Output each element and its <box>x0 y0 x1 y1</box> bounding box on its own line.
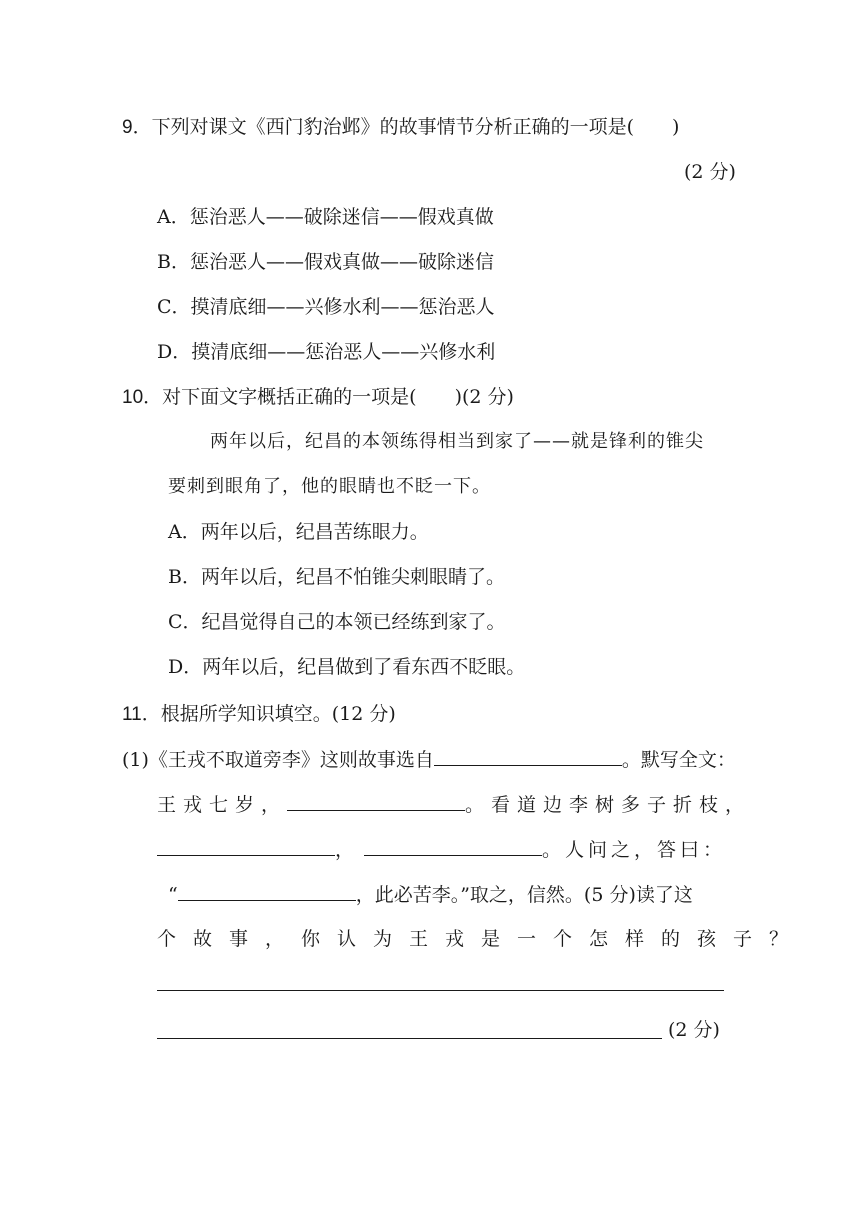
q10-passage-line-1: 两年以后，纪昌的本领练得相当到家了——就是锋利的锥尖 <box>210 431 704 452</box>
q11-blank-2[interactable] <box>157 835 335 856</box>
q9-option-a: A．惩治恶人——破除迷信——假戏真做 <box>157 206 494 228</box>
q11-source-blank[interactable] <box>434 745 622 766</box>
q11-line4-text: ，此必苦李。”取之，信然。(5 分)读了这 <box>355 884 693 906</box>
q11-answer-line-2[interactable] <box>157 1038 662 1039</box>
q11-sub1-line-1 <box>122 745 736 774</box>
q10-option-d: D．两年以后，纪昌做到了看东西不眨眼。 <box>168 656 526 678</box>
q11-sub1-score: (2 分) <box>668 1019 720 1041</box>
q9-option-d: D．摸清底细——惩治恶人——兴修水利 <box>157 341 496 363</box>
q10-option-c: C．纪昌觉得自己的本领已经练到家了。 <box>168 611 506 633</box>
q11-answer-line-1[interactable] <box>157 990 724 991</box>
q11-line2-text-b: 。看道边李树多子折枝， <box>465 794 752 816</box>
q11-line2-text-a: 王戎七岁， <box>157 794 288 816</box>
q11-sub1-line-3 <box>157 835 726 864</box>
q11-sub1-recite-label: 。默写全文： <box>621 749 736 771</box>
q10-option-a: A．两年以后，纪昌苦练眼力。 <box>168 521 429 543</box>
q11-number: 11 <box>122 704 142 725</box>
q9-score: (2 分) <box>684 161 736 183</box>
q11-sub1-source-label: (1)《王戎不取道旁李》这则故事选自 <box>122 749 434 771</box>
q10-number: 10 <box>122 387 144 408</box>
q9-option-c: C．摸清底细——兴修水利——惩治恶人 <box>157 296 495 318</box>
q10-option-b: B．两年以后，纪昌不怕锥尖刺眼睛了。 <box>168 566 505 588</box>
q11-stem: 11．根据所学知识填空。(12 分) <box>122 703 396 725</box>
q11-line4-open-quote: “ <box>168 884 178 906</box>
q11-line3-separator: ， <box>335 839 365 861</box>
q11-sub1-line-4 <box>168 880 693 909</box>
q11-sub1-line-5: 个故事，你认为王戎是一个怎样的孩子？ <box>157 928 806 950</box>
q9-stem-text: 下列对课文《西门豹治邺》的故事情节分析正确的一项是( ) <box>151 116 680 138</box>
q9-stem: 9．下列对课文《西门豹治邺》的故事情节分析正确的一项是( ) <box>122 116 680 138</box>
q11-line3-text: 。人问之，答曰： <box>542 839 727 861</box>
q10-stem: 10．对下面文字概括正确的一项是( )(2 分) <box>122 386 514 408</box>
q11-blank-1[interactable] <box>287 790 465 811</box>
q11-stem-text: 根据所学知识填空。(12 分) <box>160 703 396 725</box>
q11-blank-3[interactable] <box>364 835 542 856</box>
q10-passage-line-2: 要刺到眼角了，他的眼睛也不眨一下。 <box>168 476 491 497</box>
q11-blank-4[interactable] <box>178 880 356 901</box>
q10-stem-text: 对下面文字概括正确的一项是( )(2 分) <box>162 386 514 408</box>
q9-number: 9 <box>122 117 133 138</box>
q11-sub1-line-2 <box>157 790 751 819</box>
q9-option-b: B．惩治恶人——假戏真做——破除迷信 <box>157 251 494 273</box>
